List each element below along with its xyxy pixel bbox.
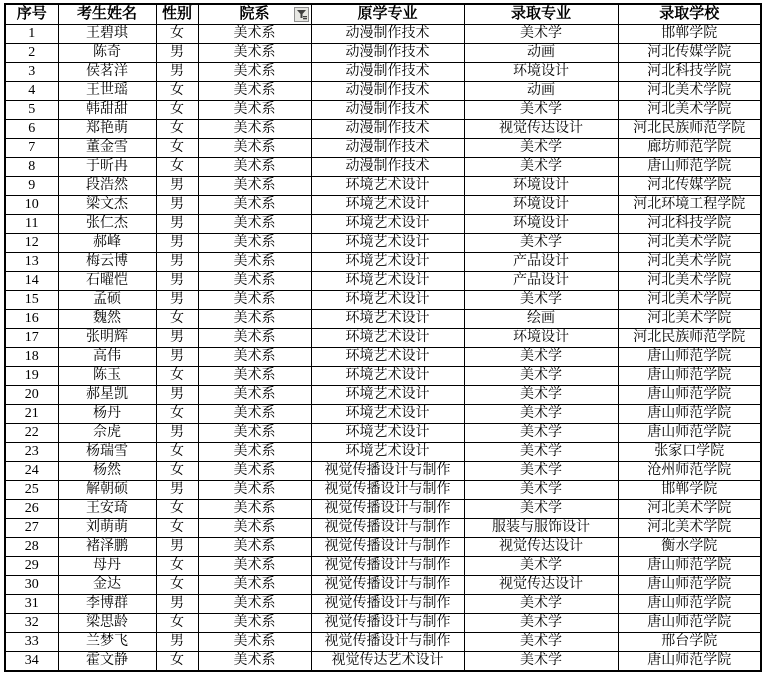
cell-department[interactable]: 美术系 xyxy=(198,462,311,481)
cell-department[interactable]: 美术系 xyxy=(198,139,311,158)
cell-admitted-major[interactable]: 美术学 xyxy=(464,595,618,614)
table-row xyxy=(5,633,761,652)
cell-department[interactable]: 美术系 xyxy=(198,576,311,595)
cell-seq[interactable]: 12 xyxy=(5,234,58,253)
table-row xyxy=(5,462,761,481)
cell-admitted-major[interactable]: 环境设计 xyxy=(464,177,618,196)
cell-seq[interactable]: 13 xyxy=(5,253,58,272)
cell-gender[interactable]: 男 xyxy=(156,177,198,196)
cell-gender[interactable]: 女 xyxy=(156,652,198,672)
cell-admitted-school[interactable]: 沧州师范学院 xyxy=(618,462,761,481)
cell-seq[interactable]: 16 xyxy=(5,310,58,329)
cell-student-name[interactable]: 王世瑶 xyxy=(58,82,156,101)
cell-seq[interactable]: 20 xyxy=(5,386,58,405)
cell-department[interactable]: 美术系 xyxy=(198,424,311,443)
cell-student-name[interactable]: 王碧琪 xyxy=(58,25,156,44)
cell-gender[interactable]: 男 xyxy=(156,348,198,367)
cell-seq[interactable]: 32 xyxy=(5,614,58,633)
cell-admitted-major[interactable]: 美术学 xyxy=(464,443,618,462)
cell-seq[interactable]: 3 xyxy=(5,63,58,82)
cell-admitted-school[interactable]: 河北美术学院 xyxy=(618,291,761,310)
table-row xyxy=(5,386,761,405)
cell-admitted-major[interactable]: 美术学 xyxy=(464,462,618,481)
cell-department[interactable]: 美术系 xyxy=(198,557,311,576)
table-row xyxy=(5,253,761,272)
cell-seq[interactable]: 33 xyxy=(5,633,58,652)
table-row xyxy=(5,576,761,595)
cell-department[interactable]: 美术系 xyxy=(198,25,311,44)
cell-gender[interactable]: 男 xyxy=(156,272,198,291)
header-cell-gender[interactable]: 性别 xyxy=(156,4,198,25)
cell-department[interactable]: 美术系 xyxy=(198,614,311,633)
cell-student-name[interactable]: 魏然 xyxy=(58,310,156,329)
cell-department[interactable]: 美术系 xyxy=(198,82,311,101)
cell-admitted-major[interactable]: 环境设计 xyxy=(464,63,618,82)
cell-original-major[interactable]: 视觉传播设计与制作 xyxy=(311,538,464,557)
cell-seq[interactable]: 6 xyxy=(5,120,58,139)
cell-gender[interactable]: 女 xyxy=(156,519,198,538)
cell-original-major[interactable]: 环境艺术设计 xyxy=(311,196,464,215)
cell-student-name[interactable]: 于昕冉 xyxy=(58,158,156,177)
cell-gender[interactable]: 女 xyxy=(156,614,198,633)
cell-student-name[interactable]: 张明辉 xyxy=(58,329,156,348)
cell-department[interactable]: 美术系 xyxy=(198,367,311,386)
header-cell-admitted-school[interactable]: 录取学校 xyxy=(618,4,761,25)
cell-student-name[interactable]: 孟硕 xyxy=(58,291,156,310)
cell-student-name[interactable]: 梁思龄 xyxy=(58,614,156,633)
cell-admitted-school[interactable]: 唐山师范学院 xyxy=(618,595,761,614)
cell-admitted-major[interactable]: 服装与服饰设计 xyxy=(464,519,618,538)
cell-gender[interactable]: 女 xyxy=(156,139,198,158)
cell-original-major[interactable]: 视觉传播设计与制作 xyxy=(311,519,464,538)
cell-original-major[interactable]: 环境艺术设计 xyxy=(311,272,464,291)
table-body xyxy=(5,25,761,672)
cell-student-name[interactable]: 郝峰 xyxy=(58,234,156,253)
cell-gender[interactable]: 男 xyxy=(156,424,198,443)
cell-admitted-school[interactable]: 唐山师范学院 xyxy=(618,367,761,386)
cell-original-major[interactable]: 环境艺术设计 xyxy=(311,310,464,329)
cell-department[interactable]: 美术系 xyxy=(198,253,311,272)
cell-admitted-school[interactable]: 唐山师范学院 xyxy=(618,424,761,443)
cell-admitted-school[interactable]: 河北美术学院 xyxy=(618,82,761,101)
cell-original-major[interactable]: 视觉传播设计与制作 xyxy=(311,576,464,595)
cell-admitted-major[interactable]: 环境设计 xyxy=(464,215,618,234)
cell-original-major[interactable]: 动漫制作技术 xyxy=(311,158,464,177)
cell-admitted-school[interactable]: 唐山师范学院 xyxy=(618,386,761,405)
cell-gender[interactable]: 女 xyxy=(156,120,198,139)
cell-original-major[interactable]: 视觉传播设计与制作 xyxy=(311,633,464,652)
cell-gender[interactable]: 女 xyxy=(156,405,198,424)
cell-admitted-major[interactable]: 动画 xyxy=(464,44,618,63)
cell-seq[interactable]: 7 xyxy=(5,139,58,158)
cell-admitted-school[interactable]: 河北民族师范学院 xyxy=(618,120,761,139)
cell-gender[interactable]: 男 xyxy=(156,291,198,310)
cell-department[interactable]: 美术系 xyxy=(198,158,311,177)
cell-admitted-school[interactable]: 河北环境工程学院 xyxy=(618,196,761,215)
cell-student-name[interactable]: 韩甜甜 xyxy=(58,101,156,120)
cell-student-name[interactable]: 梅云博 xyxy=(58,253,156,272)
table-row xyxy=(5,177,761,196)
cell-gender[interactable]: 男 xyxy=(156,481,198,500)
cell-student-name[interactable]: 金达 xyxy=(58,576,156,595)
cell-student-name[interactable]: 杨丹 xyxy=(58,405,156,424)
cell-admitted-major[interactable]: 美术学 xyxy=(464,652,618,672)
cell-admitted-major[interactable]: 美术学 xyxy=(464,424,618,443)
cell-department[interactable]: 美术系 xyxy=(198,272,311,291)
cell-admitted-major[interactable]: 绘画 xyxy=(464,310,618,329)
cell-original-major[interactable]: 环境艺术设计 xyxy=(311,177,464,196)
cell-department[interactable]: 美术系 xyxy=(198,595,311,614)
cell-admitted-major[interactable]: 美术学 xyxy=(464,291,618,310)
cell-seq[interactable]: 29 xyxy=(5,557,58,576)
cell-original-major[interactable]: 动漫制作技术 xyxy=(311,63,464,82)
cell-admitted-major[interactable]: 美术学 xyxy=(464,25,618,44)
cell-seq[interactable]: 1 xyxy=(5,25,58,44)
cell-gender[interactable]: 男 xyxy=(156,595,198,614)
cell-department[interactable]: 美术系 xyxy=(198,44,311,63)
cell-seq[interactable]: 10 xyxy=(5,196,58,215)
table-row xyxy=(5,310,761,329)
cell-admitted-major[interactable]: 美术学 xyxy=(464,101,618,120)
cell-student-name[interactable]: 霍文静 xyxy=(58,652,156,672)
cell-original-major[interactable]: 视觉传播设计与制作 xyxy=(311,462,464,481)
cell-admitted-school[interactable]: 邢台学院 xyxy=(618,633,761,652)
cell-gender[interactable]: 男 xyxy=(156,253,198,272)
table-row xyxy=(5,25,761,44)
header-row xyxy=(5,4,761,25)
cell-admitted-major[interactable]: 美术学 xyxy=(464,158,618,177)
header-cell-department-label: 院系 xyxy=(239,6,270,22)
cell-admitted-school[interactable]: 河北科技学院 xyxy=(618,215,761,234)
cell-seq[interactable]: 25 xyxy=(5,481,58,500)
cell-department[interactable]: 美术系 xyxy=(198,120,311,139)
cell-seq[interactable]: 2 xyxy=(5,44,58,63)
cell-admitted-school[interactable]: 河北传媒学院 xyxy=(618,177,761,196)
cell-seq[interactable]: 30 xyxy=(5,576,58,595)
table-row xyxy=(5,63,761,82)
cell-admitted-major[interactable]: 美术学 xyxy=(464,633,618,652)
cell-gender[interactable]: 男 xyxy=(156,633,198,652)
cell-seq[interactable]: 26 xyxy=(5,500,58,519)
cell-admitted-school[interactable]: 邯郸学院 xyxy=(618,25,761,44)
table-row xyxy=(5,272,761,291)
cell-gender[interactable]: 女 xyxy=(156,367,198,386)
cell-original-major[interactable]: 环境艺术设计 xyxy=(311,405,464,424)
cell-admitted-school[interactable]: 张家口学院 xyxy=(618,443,761,462)
cell-gender[interactable]: 男 xyxy=(156,196,198,215)
cell-admitted-major[interactable]: 视觉传达设计 xyxy=(464,576,618,595)
cell-seq[interactable]: 34 xyxy=(5,652,58,672)
cell-seq[interactable]: 9 xyxy=(5,177,58,196)
cell-gender[interactable]: 女 xyxy=(156,443,198,462)
cell-admitted-major[interactable]: 视觉传达设计 xyxy=(464,120,618,139)
cell-original-major[interactable]: 视觉传播设计与制作 xyxy=(311,500,464,519)
cell-original-major[interactable]: 环境艺术设计 xyxy=(311,253,464,272)
cell-student-name[interactable]: 母丹 xyxy=(58,557,156,576)
table-row xyxy=(5,405,761,424)
cell-department[interactable]: 美术系 xyxy=(198,329,311,348)
cell-admitted-major[interactable]: 美术学 xyxy=(464,386,618,405)
cell-gender[interactable]: 女 xyxy=(156,101,198,120)
cell-original-major[interactable]: 动漫制作技术 xyxy=(311,44,464,63)
cell-admitted-major[interactable]: 美术学 xyxy=(464,139,618,158)
cell-original-major[interactable]: 视觉传达艺术设计 xyxy=(311,652,464,672)
cell-admitted-school[interactable]: 唐山师范学院 xyxy=(618,576,761,595)
cell-gender[interactable]: 男 xyxy=(156,234,198,253)
cell-admitted-school[interactable]: 河北美术学院 xyxy=(618,234,761,253)
cell-department[interactable]: 美术系 xyxy=(198,310,311,329)
cell-seq[interactable]: 17 xyxy=(5,329,58,348)
cell-original-major[interactable]: 视觉传播设计与制作 xyxy=(311,481,464,500)
cell-original-major[interactable]: 动漫制作技术 xyxy=(311,120,464,139)
cell-admitted-major[interactable]: 美术学 xyxy=(464,405,618,424)
cell-original-major[interactable]: 环境艺术设计 xyxy=(311,329,464,348)
cell-department[interactable]: 美术系 xyxy=(198,405,311,424)
cell-department[interactable]: 美术系 xyxy=(198,386,311,405)
cell-original-major[interactable]: 环境艺术设计 xyxy=(311,348,464,367)
table-row xyxy=(5,215,761,234)
cell-gender[interactable]: 女 xyxy=(156,158,198,177)
cell-student-name[interactable]: 郑艳萌 xyxy=(58,120,156,139)
cell-admitted-school[interactable]: 唐山师范学院 xyxy=(618,348,761,367)
cell-student-name[interactable]: 郝星凯 xyxy=(58,386,156,405)
cell-original-major[interactable]: 环境艺术设计 xyxy=(311,234,464,253)
cell-gender[interactable]: 男 xyxy=(156,44,198,63)
table-row xyxy=(5,234,761,253)
cell-gender[interactable]: 女 xyxy=(156,462,198,481)
cell-gender[interactable]: 女 xyxy=(156,82,198,101)
cell-seq[interactable]: 19 xyxy=(5,367,58,386)
table-row xyxy=(5,158,761,177)
table-row xyxy=(5,443,761,462)
cell-student-name[interactable]: 侯茗洋 xyxy=(58,63,156,82)
cell-admitted-school[interactable]: 河北美术学院 xyxy=(618,519,761,538)
cell-original-major[interactable]: 环境艺术设计 xyxy=(311,386,464,405)
cell-seq[interactable]: 18 xyxy=(5,348,58,367)
cell-student-name[interactable]: 石曜恺 xyxy=(58,272,156,291)
cell-department[interactable]: 美术系 xyxy=(198,215,311,234)
cell-admitted-school[interactable]: 河北美术学院 xyxy=(618,253,761,272)
cell-student-name[interactable]: 王安琦 xyxy=(58,500,156,519)
cell-admitted-major[interactable]: 视觉传达设计 xyxy=(464,538,618,557)
cell-department[interactable]: 美术系 xyxy=(198,538,311,557)
table-row xyxy=(5,424,761,443)
cell-admitted-school[interactable]: 河北美术学院 xyxy=(618,101,761,120)
table-row xyxy=(5,101,761,120)
cell-original-major[interactable]: 动漫制作技术 xyxy=(311,101,464,120)
cell-original-major[interactable]: 环境艺术设计 xyxy=(311,367,464,386)
cell-admitted-school[interactable]: 河北民族师范学院 xyxy=(618,329,761,348)
cell-gender[interactable]: 男 xyxy=(156,215,198,234)
cell-admitted-school[interactable]: 唐山师范学院 xyxy=(618,158,761,177)
cell-student-name[interactable]: 高伟 xyxy=(58,348,156,367)
cell-department[interactable]: 美术系 xyxy=(198,177,311,196)
cell-department[interactable]: 美术系 xyxy=(198,196,311,215)
cell-original-major[interactable]: 环境艺术设计 xyxy=(311,424,464,443)
cell-department[interactable]: 美术系 xyxy=(198,234,311,253)
cell-admitted-major[interactable]: 动画 xyxy=(464,82,618,101)
table-row xyxy=(5,139,761,158)
cell-gender[interactable]: 男 xyxy=(156,63,198,82)
table-row xyxy=(5,367,761,386)
cell-student-name[interactable]: 兰梦飞 xyxy=(58,633,156,652)
cell-seq[interactable]: 23 xyxy=(5,443,58,462)
cell-department[interactable]: 美术系 xyxy=(198,519,311,538)
header-cell-seq[interactable]: 序号 xyxy=(5,4,58,25)
cell-department[interactable]: 美术系 xyxy=(198,443,311,462)
cell-admitted-school[interactable]: 河北美术学院 xyxy=(618,272,761,291)
cell-seq[interactable]: 24 xyxy=(5,462,58,481)
cell-seq[interactable]: 14 xyxy=(5,272,58,291)
cell-student-name[interactable]: 杨然 xyxy=(58,462,156,481)
cell-gender[interactable]: 女 xyxy=(156,557,198,576)
table-row xyxy=(5,329,761,348)
cell-department[interactable]: 美术系 xyxy=(198,633,311,652)
cell-admitted-major[interactable]: 美术学 xyxy=(464,234,618,253)
cell-original-major[interactable]: 环境艺术设计 xyxy=(311,291,464,310)
cell-seq[interactable]: 5 xyxy=(5,101,58,120)
cell-original-major[interactable]: 动漫制作技术 xyxy=(311,25,464,44)
cell-gender[interactable]: 女 xyxy=(156,310,198,329)
cell-admitted-school[interactable]: 唐山师范学院 xyxy=(618,614,761,633)
cell-admitted-school[interactable]: 唐山师范学院 xyxy=(618,652,761,672)
cell-seq[interactable]: 4 xyxy=(5,82,58,101)
cell-department[interactable]: 美术系 xyxy=(198,291,311,310)
header-cell-original-major[interactable]: 原学专业 xyxy=(311,4,464,25)
cell-seq[interactable]: 27 xyxy=(5,519,58,538)
table-row xyxy=(5,538,761,557)
table-row xyxy=(5,557,761,576)
table-row xyxy=(5,120,761,139)
cell-student-name[interactable]: 李博群 xyxy=(58,595,156,614)
table-row xyxy=(5,44,761,63)
cell-admitted-school[interactable]: 河北美术学院 xyxy=(618,500,761,519)
header-cell-department[interactable] xyxy=(198,4,311,25)
cell-admitted-school[interactable]: 唐山师范学院 xyxy=(618,557,761,576)
cell-admitted-major[interactable]: 美术学 xyxy=(464,614,618,633)
cell-admitted-school[interactable]: 河北美术学院 xyxy=(618,310,761,329)
table-row xyxy=(5,348,761,367)
header-cell-student-name[interactable]: 考生姓名 xyxy=(58,4,156,25)
cell-student-name[interactable]: 董金雪 xyxy=(58,139,156,158)
table-row xyxy=(5,291,761,310)
filter-funnel-icon[interactable] xyxy=(294,7,309,22)
cell-seq[interactable]: 8 xyxy=(5,158,58,177)
cell-student-name[interactable]: 张仁杰 xyxy=(58,215,156,234)
cell-seq[interactable]: 31 xyxy=(5,595,58,614)
admissions-table xyxy=(4,3,762,672)
cell-gender[interactable]: 男 xyxy=(156,538,198,557)
cell-seq[interactable]: 21 xyxy=(5,405,58,424)
cell-student-name[interactable]: 梁文杰 xyxy=(58,196,156,215)
table-row xyxy=(5,519,761,538)
cell-seq[interactable]: 28 xyxy=(5,538,58,557)
table-row xyxy=(5,652,761,672)
cell-student-name[interactable]: 陈玉 xyxy=(58,367,156,386)
table-row xyxy=(5,481,761,500)
cell-student-name[interactable]: 段浩然 xyxy=(58,177,156,196)
table-row xyxy=(5,614,761,633)
cell-admitted-major[interactable]: 美术学 xyxy=(464,481,618,500)
cell-gender[interactable]: 女 xyxy=(156,500,198,519)
cell-department[interactable]: 美术系 xyxy=(198,500,311,519)
cell-original-major[interactable]: 视觉传播设计与制作 xyxy=(311,595,464,614)
cell-original-major[interactable]: 环境艺术设计 xyxy=(311,215,464,234)
cell-admitted-school[interactable]: 邯郸学院 xyxy=(618,481,761,500)
cell-admitted-major[interactable]: 产品设计 xyxy=(464,272,618,291)
cell-department[interactable]: 美术系 xyxy=(198,348,311,367)
cell-admitted-major[interactable]: 环境设计 xyxy=(464,196,618,215)
table-row xyxy=(5,500,761,519)
cell-admitted-major[interactable]: 环境设计 xyxy=(464,329,618,348)
cell-department[interactable]: 美术系 xyxy=(198,481,311,500)
cell-original-major[interactable]: 视觉传播设计与制作 xyxy=(311,614,464,633)
cell-gender[interactable]: 男 xyxy=(156,329,198,348)
cell-gender[interactable]: 男 xyxy=(156,386,198,405)
cell-seq[interactable]: 15 xyxy=(5,291,58,310)
cell-student-name[interactable]: 解朝硕 xyxy=(58,481,156,500)
cell-student-name[interactable]: 陈奇 xyxy=(58,44,156,63)
table-row xyxy=(5,595,761,614)
cell-admitted-major[interactable]: 产品设计 xyxy=(464,253,618,272)
cell-department[interactable]: 美术系 xyxy=(198,63,311,82)
table-row xyxy=(5,196,761,215)
cell-admitted-major[interactable]: 美术学 xyxy=(464,557,618,576)
cell-student-name[interactable]: 佘虎 xyxy=(58,424,156,443)
cell-original-major[interactable]: 视觉传播设计与制作 xyxy=(311,557,464,576)
cell-admitted-major[interactable]: 美术学 xyxy=(464,500,618,519)
cell-admitted-school[interactable]: 河北科技学院 xyxy=(618,63,761,82)
cell-admitted-school[interactable]: 廊坊师范学院 xyxy=(618,139,761,158)
cell-gender[interactable]: 女 xyxy=(156,576,198,595)
cell-admitted-school[interactable]: 衡水学院 xyxy=(618,538,761,557)
cell-original-major[interactable]: 动漫制作技术 xyxy=(311,139,464,158)
cell-gender[interactable]: 女 xyxy=(156,25,198,44)
cell-original-major[interactable]: 环境艺术设计 xyxy=(311,443,464,462)
header-cell-admitted-major[interactable]: 录取专业 xyxy=(464,4,618,25)
cell-original-major[interactable]: 动漫制作技术 xyxy=(311,82,464,101)
cell-admitted-major[interactable]: 美术学 xyxy=(464,348,618,367)
cell-admitted-school[interactable]: 河北传媒学院 xyxy=(618,44,761,63)
cell-student-name[interactable]: 杨瑞雪 xyxy=(58,443,156,462)
cell-seq[interactable]: 11 xyxy=(5,215,58,234)
cell-student-name[interactable]: 刘萌萌 xyxy=(58,519,156,538)
cell-admitted-major[interactable]: 美术学 xyxy=(464,367,618,386)
table-row xyxy=(5,82,761,101)
cell-department[interactable]: 美术系 xyxy=(198,652,311,672)
cell-student-name[interactable]: 褚泽鹏 xyxy=(58,538,156,557)
cell-department[interactable]: 美术系 xyxy=(198,101,311,120)
cell-admitted-school[interactable]: 唐山师范学院 xyxy=(618,405,761,424)
cell-seq[interactable]: 22 xyxy=(5,424,58,443)
